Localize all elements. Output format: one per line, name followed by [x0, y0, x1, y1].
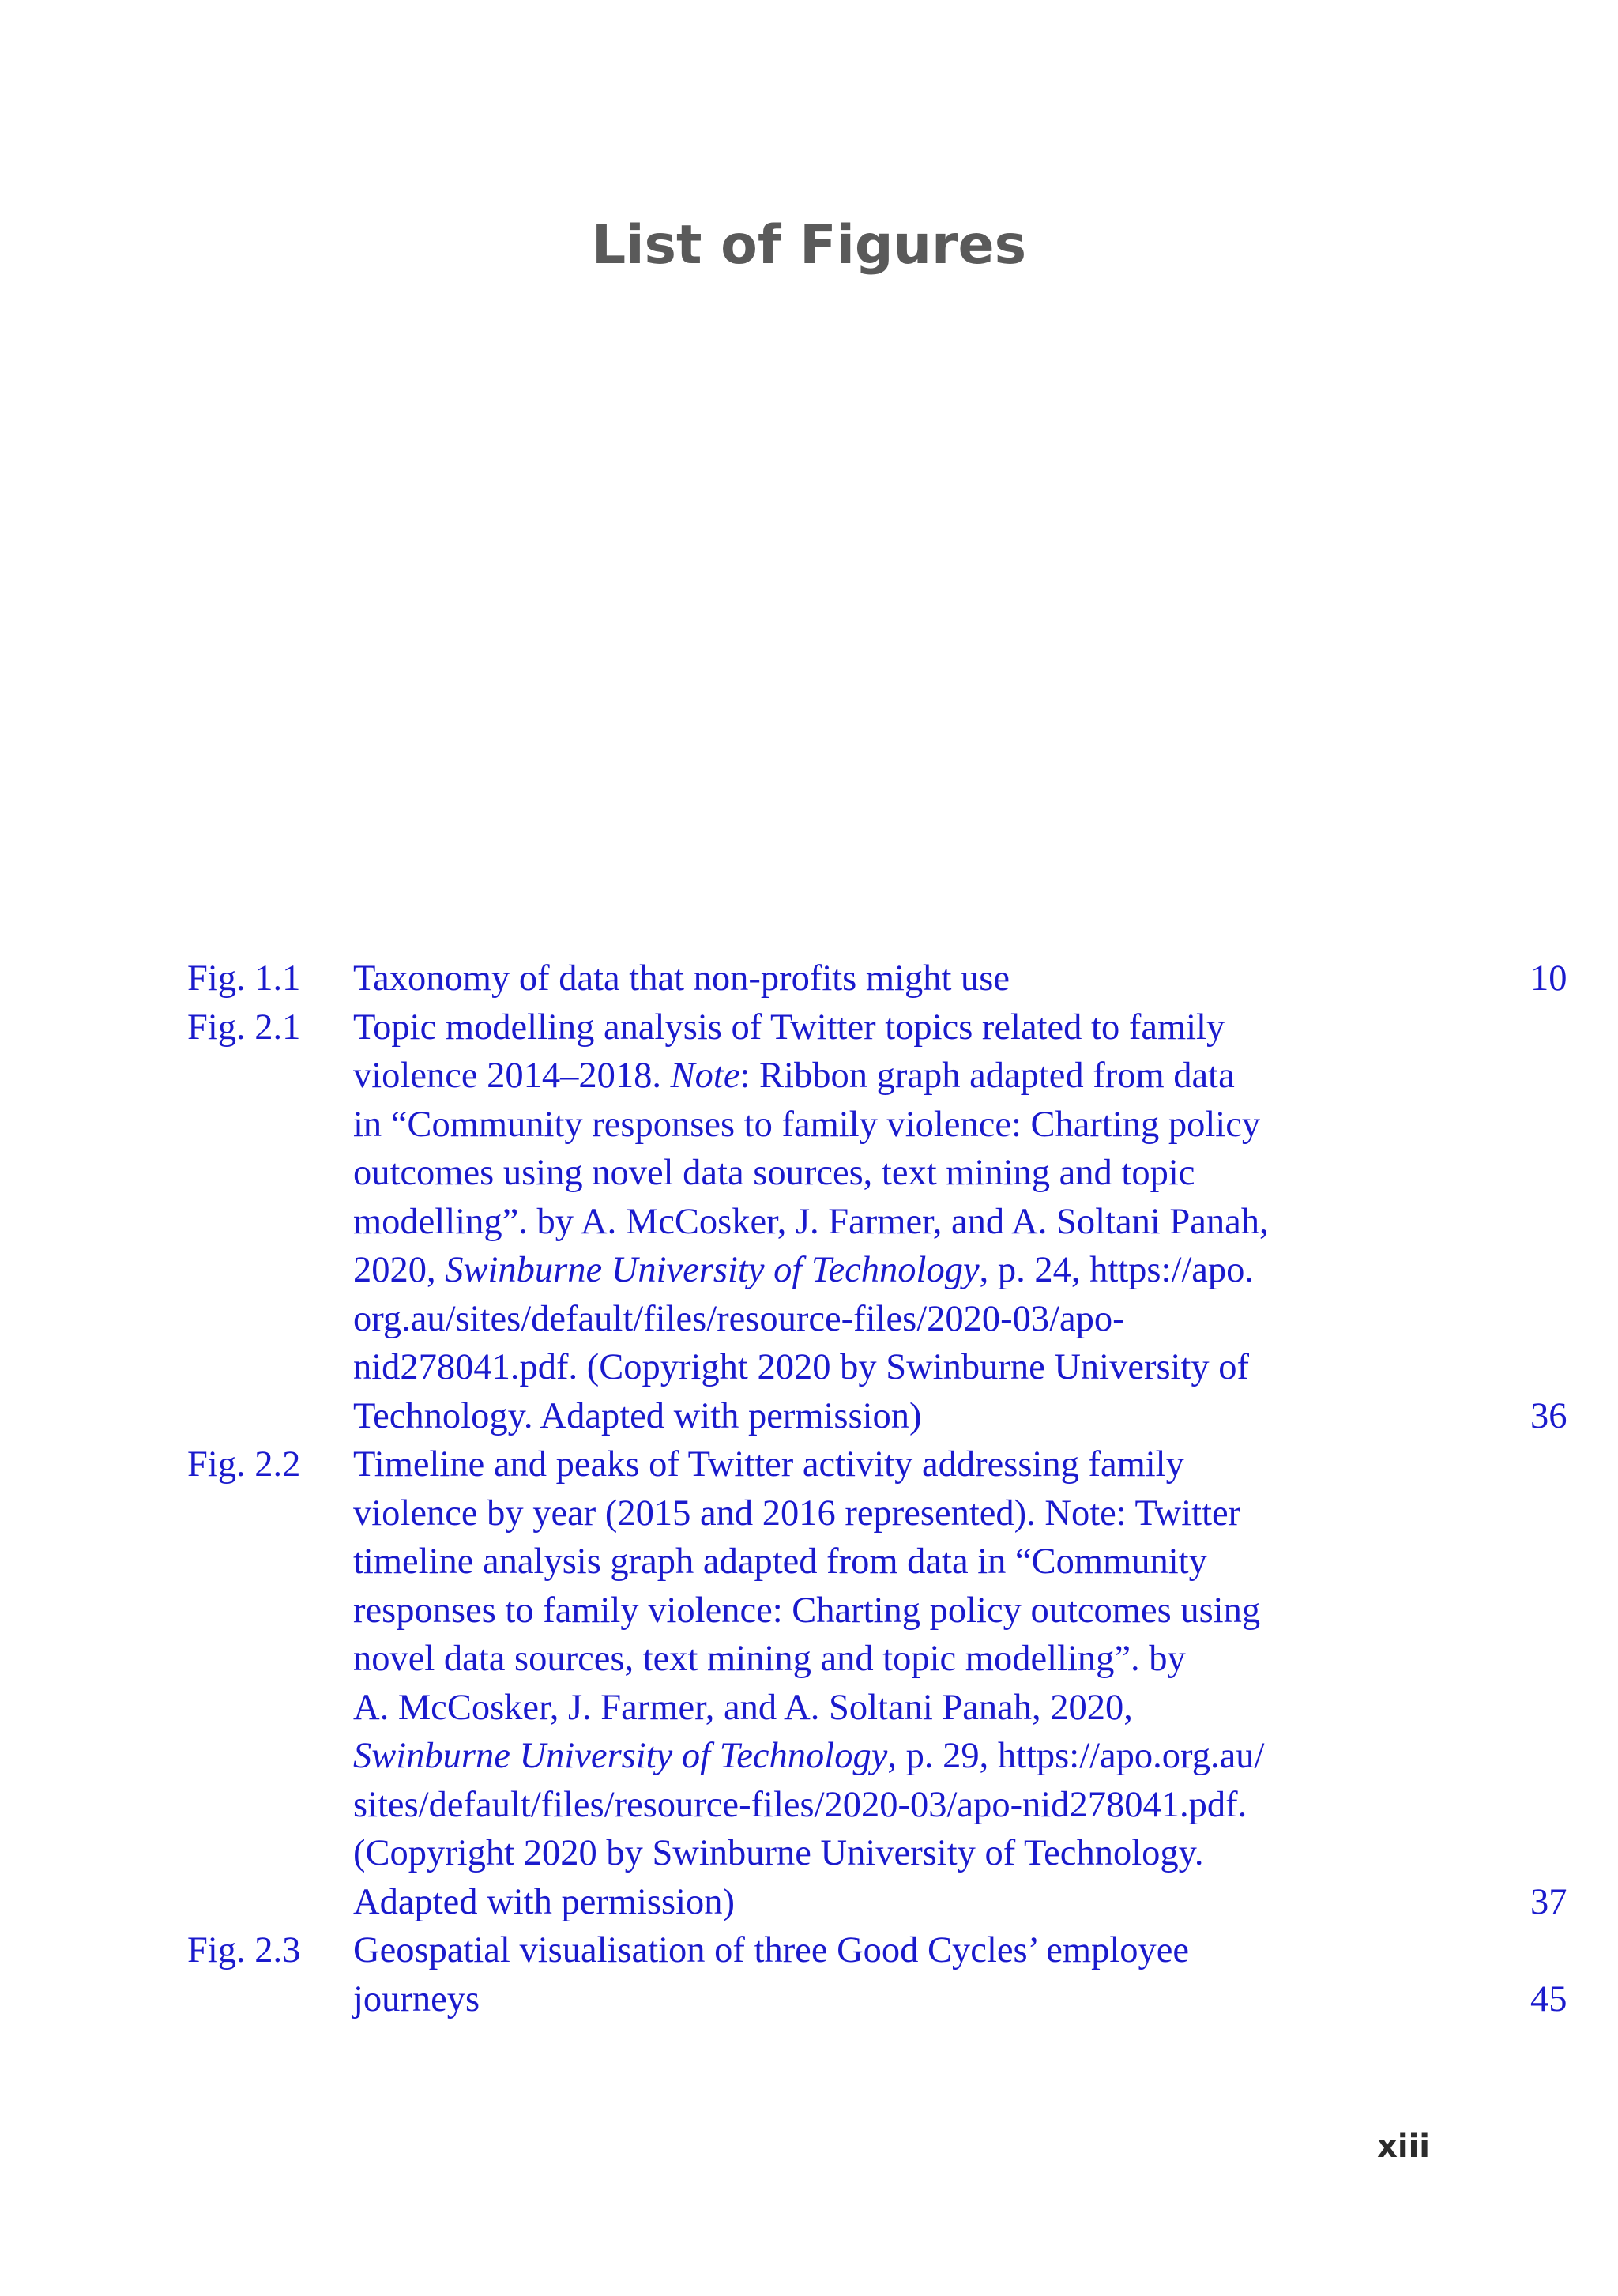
- caption-line: [353, 1198, 1530, 1247]
- caption-line: [353, 1246, 1530, 1295]
- caption-line: [353, 1440, 1530, 1489]
- caption-line: [353, 1781, 1530, 1830]
- caption-line: [353, 1732, 1530, 1781]
- caption-text: , p. 29, https://apo.org.au/: [887, 1736, 1265, 1776]
- caption-text: 2020,: [353, 1250, 446, 1290]
- caption-text: Geospatial visualisation of three Good Cycles’ employee: [353, 1930, 1190, 1970]
- caption-text: outcomes using novel data sources, text mining and topic: [353, 1153, 1195, 1193]
- caption-italic-text: Swinburne University of Technology: [445, 1250, 980, 1290]
- caption-text: sites/default/files/resource-files/2020-03/apo-nid278041.pdf.: [353, 1784, 1247, 1825]
- figure-caption: [353, 954, 1530, 1003]
- caption-text: nid278041.pdf. (Copyright 2020 by Swinburne University of: [353, 1347, 1250, 1387]
- figure-list: [187, 954, 1567, 2023]
- caption-italic-text: Swinburne University of Technology: [353, 1736, 888, 1776]
- caption-line: [353, 1586, 1530, 1635]
- caption-line: [353, 954, 1530, 1003]
- caption-text: Topic modelling analysis of Twitter topics related to family: [353, 1007, 1225, 1048]
- caption-line: [353, 1295, 1530, 1344]
- figure-entry[interactable]: [187, 1003, 1567, 1441]
- figure-entry[interactable]: [187, 1440, 1567, 1926]
- caption-text: (Copyright 2020 by Swinburne University of Technology.: [353, 1833, 1204, 1873]
- caption-text: journeys: [353, 1978, 480, 2019]
- figure-page-ref: 36: [1530, 1395, 1567, 1436]
- caption-text: timeline analysis graph adapted from data in “Community: [353, 1541, 1207, 1582]
- caption-line: [353, 1489, 1530, 1538]
- caption-text: modelling”. by A. McCosker, J. Farmer, and A. Soltani Panah,: [353, 1201, 1269, 1242]
- figure-caption: [353, 1440, 1530, 1926]
- figure-page-ref: 37: [1530, 1881, 1567, 1922]
- figure-entry[interactable]: [187, 954, 1567, 1003]
- figure-entry[interactable]: [187, 1926, 1567, 2023]
- caption-line: [353, 1003, 1530, 1052]
- caption-line: [353, 1392, 1530, 1441]
- caption-text: in “Community responses to family violence: Charting policy: [353, 1104, 1261, 1145]
- caption-line: [353, 1684, 1530, 1733]
- page-title: List of Figures: [591, 214, 1027, 277]
- caption-text: Technology. Adapted with permission): [353, 1395, 922, 1436]
- caption-line: [353, 1926, 1530, 1975]
- caption-line: [353, 1052, 1530, 1101]
- figure-caption: [353, 1003, 1530, 1441]
- caption-line: [353, 1149, 1530, 1198]
- caption-text: responses to family violence: Charting policy outcomes using: [353, 1590, 1261, 1631]
- caption-line: [353, 1878, 1530, 1927]
- caption-text: Taxonomy of data that non-profits might use: [353, 958, 1010, 999]
- figure-number: Fig. 2.1: [187, 1007, 301, 1048]
- caption-line: [353, 1975, 1530, 2024]
- caption-line: [353, 1343, 1530, 1392]
- figure-page-ref: 10: [1530, 958, 1567, 999]
- figure-number: Fig. 2.2: [187, 1444, 301, 1485]
- caption-text: Timeline and peaks of Twitter activity addressing family: [353, 1444, 1184, 1485]
- caption-text: org.au/sites/default/files/resource-files/2020-03/apo-: [353, 1298, 1125, 1339]
- figure-number: Fig. 1.1: [187, 958, 301, 999]
- caption-text: Adapted with permission): [353, 1881, 736, 1922]
- figure-page-ref: 45: [1530, 1978, 1567, 2019]
- caption-text: A. McCosker, J. Farmer, and A. Soltani Panah, 2020,: [353, 1687, 1133, 1728]
- figure-caption: [353, 1926, 1530, 2023]
- caption-text: violence 2014–2018.: [353, 1056, 671, 1096]
- caption-line: [353, 1538, 1530, 1586]
- caption-text: , p. 24, https://apo.: [979, 1250, 1255, 1290]
- caption-text: novel data sources, text mining and topic modelling”. by: [353, 1639, 1186, 1679]
- caption-line: [353, 1829, 1530, 1878]
- caption-italic-text: Note: [670, 1056, 740, 1096]
- caption-text: violence by year (2015 and 2016 represented). Note: Twitter: [353, 1492, 1241, 1534]
- caption-line: [353, 1635, 1530, 1684]
- figure-number: Fig. 2.3: [187, 1930, 301, 1970]
- caption-text: : Ribbon graph adapted from data: [739, 1056, 1235, 1096]
- caption-line: [353, 1101, 1530, 1150]
- page-number: xiii: [1377, 2129, 1430, 2165]
